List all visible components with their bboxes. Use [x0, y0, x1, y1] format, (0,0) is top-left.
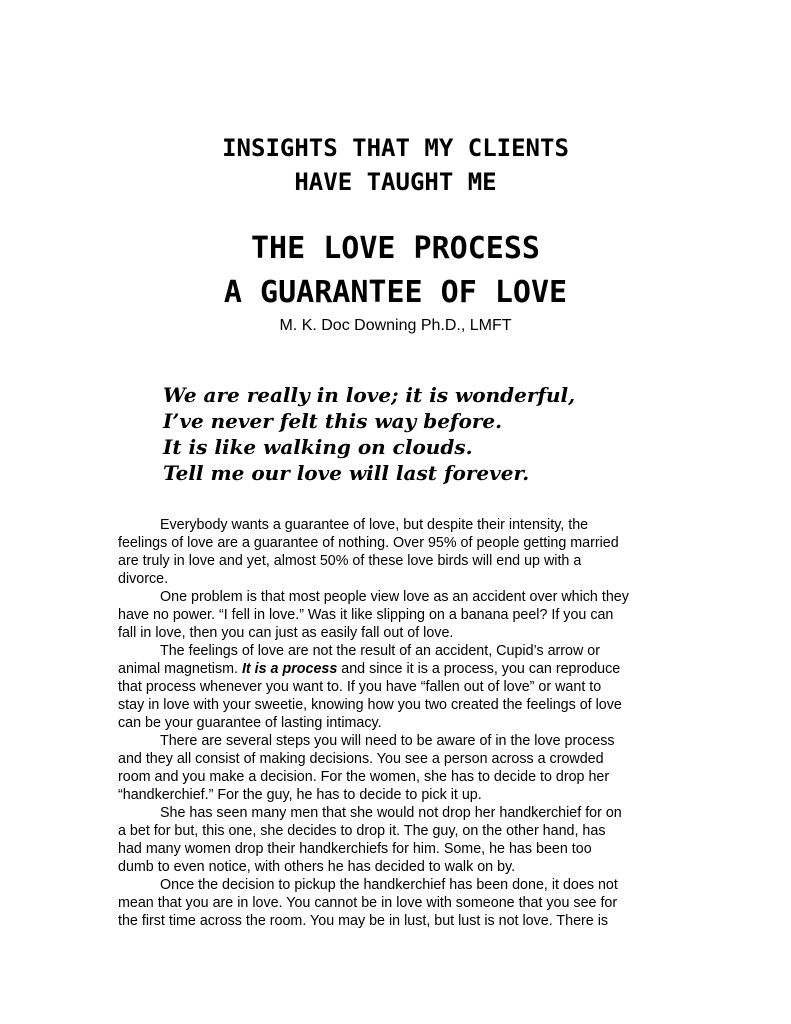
body-line: had many women drop their handkerchiefs for him. Some, he has been too	[118, 841, 592, 857]
body-line: have no power. “I fell in love.” Was it like slipping on a banana peel? If you can	[118, 607, 614, 623]
body-line: The feelings of love are not the result of an accident, Cupid’s arrow or	[160, 643, 601, 659]
body-line: “handkerchief.” For the guy, he has to decide to pick it up.	[118, 787, 482, 803]
poem-line: I’ve never felt this way before.	[163, 409, 503, 433]
poem	[163, 382, 683, 486]
emphasis-text: It is a process	[241, 661, 338, 677]
body-line: fall in love, then you can just as easily fall out of love.	[118, 625, 454, 641]
body-line	[118, 660, 678, 678]
body-line: room and you make a decision. For the women, she has to decide to drop her	[118, 769, 610, 785]
body-line: Once the decision to pickup the handkerchief has been done, it does not	[160, 877, 618, 893]
subtitle-line-2: HAVE TAUGHT ME	[294, 168, 497, 196]
body-line: dumb to even notice, with others he has decided to walk on by.	[118, 859, 516, 875]
body-line: One problem is that most people view love as an accident over which they	[160, 589, 629, 605]
body-line: a bet for but, this one, she decides to drop it. The guy, on the other hand, has	[118, 823, 606, 839]
poem-line: Tell me our love will last forever.	[163, 461, 530, 485]
body-line: stay in love with your sweetie, knowing how you two created the feelings of love	[118, 697, 622, 713]
subtitle-line-1: INSIGHTS THAT MY CLIENTS	[222, 134, 569, 162]
body-line: and they all consist of making decisions. You see a person across a crowded	[118, 751, 604, 767]
body-line: She has seen many men that she would not drop her handkerchief for on	[160, 805, 622, 821]
body-line: the first time across the room. You may be in lust, but lust is not love. There is	[118, 913, 609, 929]
body-text	[118, 516, 678, 930]
body-line: feelings of love are a guarantee of nothing. Over 95% of people getting married	[118, 535, 619, 551]
body-line: can be your guarantee of lasting intimacy.	[118, 715, 382, 731]
poem-line: We are really in love; it is wonderful,	[163, 383, 576, 407]
title-line-2: A GUARANTEE OF LOVE	[223, 275, 568, 310]
body-line: divorce.	[118, 571, 169, 587]
poem-line: It is like walking on clouds.	[163, 435, 473, 459]
body-text-span: and since it is a process, you can reproduce	[337, 661, 621, 677]
body-line: There are several steps you will need to be aware of in the love process	[160, 733, 615, 749]
body-text-span: animal magnetism.	[118, 661, 242, 677]
author-byline: M. K. Doc Downing Ph.D., LMFT	[279, 317, 512, 334]
body-line: are truly in love and yet, almost 50% of these love birds will end up with a	[118, 553, 582, 569]
title-line-1: THE LOVE PROCESS	[251, 231, 540, 266]
body-line: mean that you are in love. You cannot be in love with someone that you see for	[118, 895, 618, 911]
body-line: Everybody wants a guarantee of love, but despite their intensity, the	[160, 517, 589, 533]
body-line: that process whenever you want to. If you have “fallen out of love” or want to	[118, 679, 602, 695]
